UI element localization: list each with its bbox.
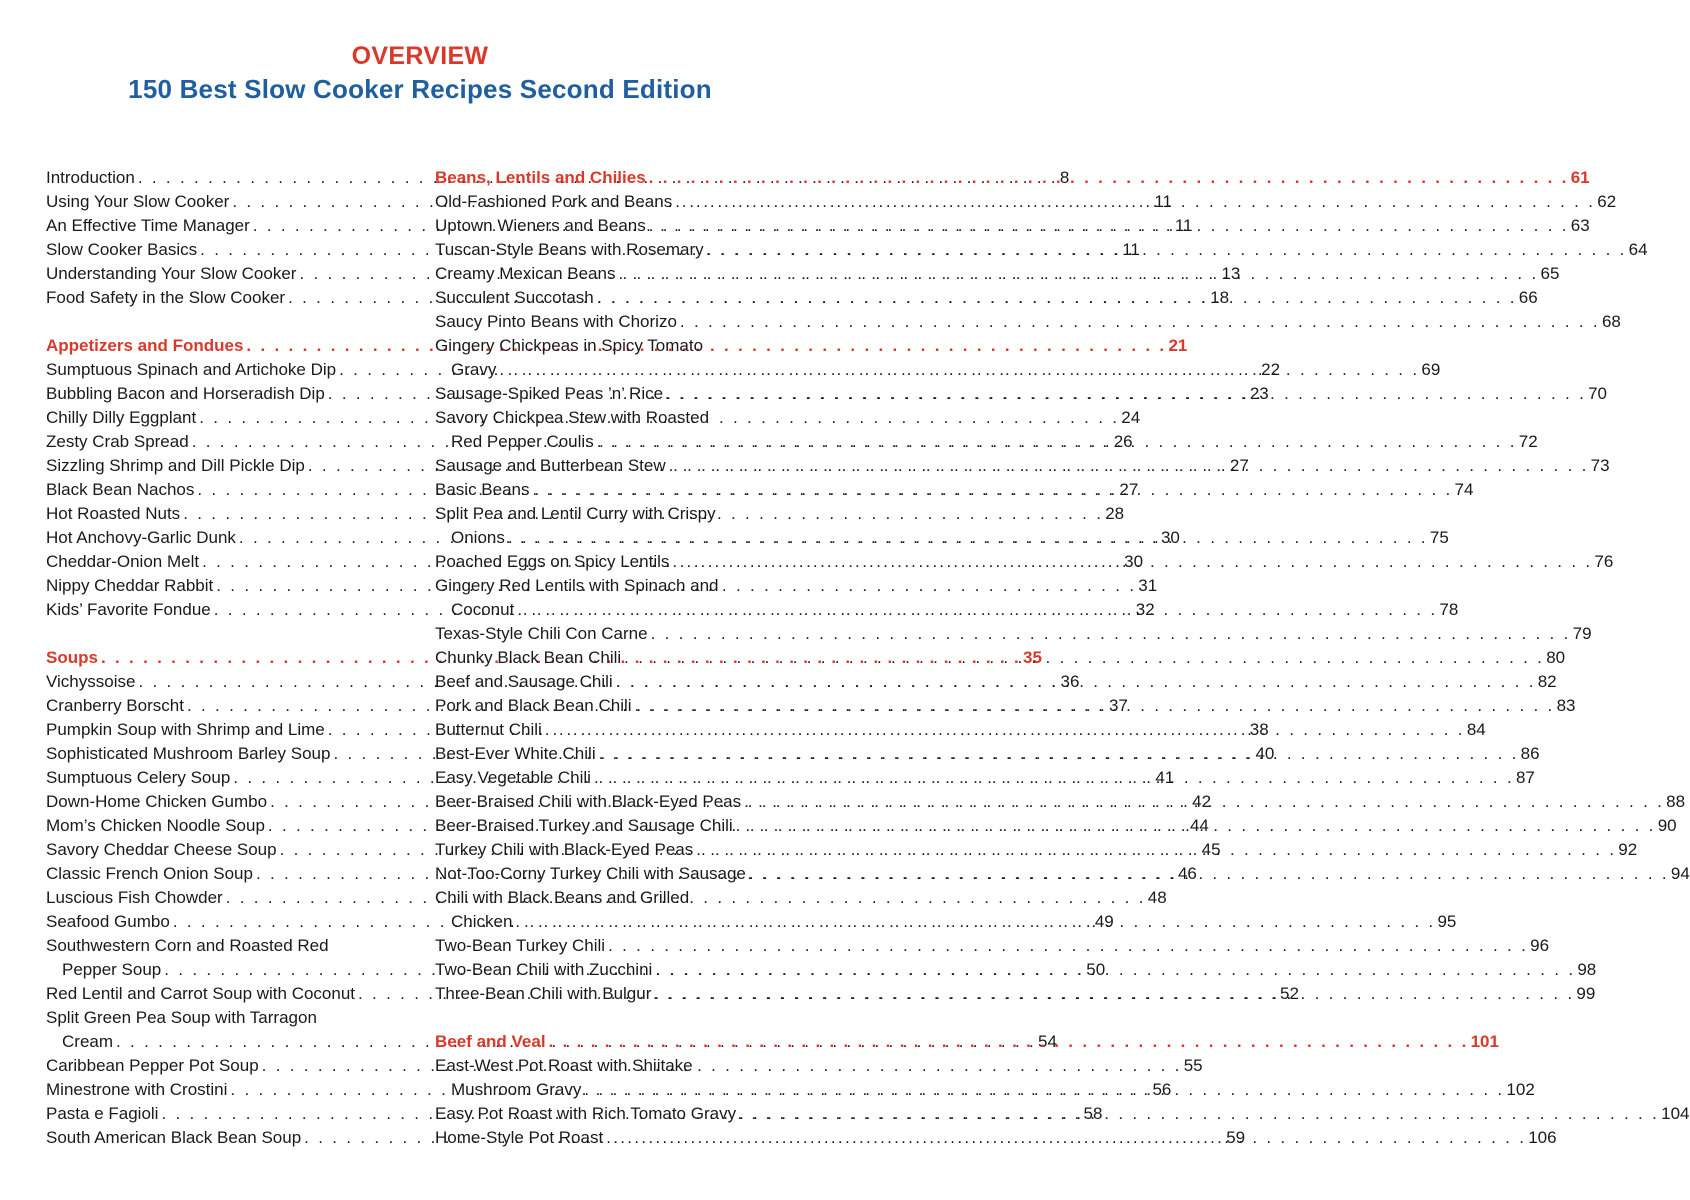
toc-entry-title: Hot Anchovy-Garlic Dunk — [46, 528, 236, 547]
toc-page-number: 56 — [1152, 1080, 1172, 1099]
toc-entry-first-line: Southwestern Corn and Roasted Red — [46, 936, 329, 955]
toc-entry-first-line: Savory Chickpea Stew with Roasted — [435, 408, 710, 427]
dot-leader — [515, 910, 1435, 934]
toc-page-number: 76 — [1594, 552, 1614, 571]
toc-entry-title: Chilly Dilly Eggplant — [46, 408, 197, 427]
toc-entry-title: Tuscan-Style Beans with Rosemary — [435, 240, 704, 259]
toc-entry-title: An Effective Time Manager — [46, 216, 250, 235]
dot-leader — [549, 1030, 1469, 1054]
toc-entry-title: South American Black Bean Soup — [46, 1128, 302, 1147]
toc-page-number: 96 — [1530, 936, 1550, 955]
toc-entry-title: Beer-Braised Chili with Black-Eyed Peas — [435, 792, 742, 811]
toc-page-number: 61 — [1570, 168, 1590, 187]
toc-page-number: 50 — [1086, 960, 1106, 979]
toc-entry-title: Texas-Style Chili Con Carne — [435, 624, 648, 643]
toc-page-number: 23 — [1249, 384, 1269, 403]
dot-leader — [616, 670, 1536, 694]
toc-entry-title: Coconut — [451, 600, 515, 619]
toc-page-number: 48 — [1147, 888, 1167, 907]
page-title: OVERVIEW — [351, 42, 489, 70]
toc-page-number: 8 — [1059, 168, 1070, 187]
toc-entry-title: Onions — [451, 528, 505, 547]
toc-entry-title: Sausage-Spiked Peas ’n’ Rice — [435, 384, 664, 403]
toc-page-number: 38 — [1249, 720, 1269, 739]
toc-page-number: 87 — [1515, 768, 1535, 787]
dot-leader — [606, 1126, 1526, 1150]
dot-leader — [599, 742, 1519, 766]
toc-entry-title: Hot Roasted Nuts — [46, 504, 181, 523]
dot-leader — [635, 694, 1555, 718]
toc-entry-title: Nippy Cheddar Rabbit — [46, 576, 214, 595]
toc-entry-title: Turkey Chili with Black-Eyed Peas — [435, 840, 694, 859]
toc-page-number: 84 — [1466, 720, 1486, 739]
toc-entry-title: Old-Fashioned Pork and Beans — [435, 192, 673, 211]
toc-entry-title: Mom’s Chicken Noodle Soup — [46, 816, 265, 835]
toc-entry-title: Classic French Onion Soup — [46, 864, 253, 883]
toc-entry-title: Food Safety in the Slow Cooker — [46, 288, 286, 307]
dot-leader — [669, 454, 1589, 478]
toc-entry-title: Pork and Black Bean Chili — [435, 696, 632, 715]
toc-entry-title: Two-Bean Turkey Chili — [435, 936, 606, 955]
toc-entry-title: Easy Vegetable Chili — [435, 768, 591, 787]
toc-page-number: 80 — [1546, 648, 1566, 667]
toc-page-number: 79 — [1572, 624, 1592, 643]
toc-page-number: 27 — [1229, 456, 1249, 475]
toc-entry-title: Minestrone with Crostini — [46, 1080, 228, 1099]
toc-entry-title: Sizzling Shrimp and Dill Pickle Dip — [46, 456, 305, 475]
toc-entry-first-line: Chili with Black Beans and Grilled — [435, 888, 690, 907]
toc-page-number: 27 — [1119, 480, 1139, 499]
toc-entry-title: Butternut Chili — [435, 720, 542, 739]
toc-entry-first-line: Gingery Chickpeas in Spicy Tomato — [435, 336, 704, 355]
toc-entry-title: Sumptuous Spinach and Artichoke Dip — [46, 360, 337, 379]
toc-page-number: 73 — [1590, 456, 1610, 475]
toc-page-number: 45 — [1201, 840, 1221, 859]
toc-page-number: 44 — [1189, 816, 1209, 835]
dot-leader — [517, 598, 1437, 622]
toc-page-number: 75 — [1429, 528, 1449, 547]
toc-page-number: 24 — [1121, 408, 1141, 427]
dot-leader — [649, 214, 1569, 238]
section-gap — [46, 622, 405, 646]
toc-entry-title: Cream — [62, 1032, 114, 1051]
toc-page-number: 95 — [1437, 912, 1457, 931]
toc-entry-title: Beans, Lentils and Chilies — [435, 168, 646, 187]
toc-entry-first-line: East-West Pot Roast with Shiitake — [435, 1056, 693, 1075]
dot-leader — [672, 550, 1592, 574]
toc-entry-title: Vichyssoise — [46, 672, 136, 691]
toc-page-number: 82 — [1537, 672, 1557, 691]
toc-entry-title: Understanding Your Slow Cooker — [46, 264, 297, 283]
toc-entry-title: Soups — [46, 648, 98, 667]
toc-page-number: 63 — [1570, 216, 1590, 235]
toc-page-number: 11 — [1154, 192, 1173, 211]
toc-page-number: 104 — [1661, 1104, 1690, 1123]
toc-page-number: 90 — [1657, 816, 1677, 835]
toc-page-number: 21 — [1168, 336, 1188, 355]
dot-leader — [594, 766, 1514, 790]
toc-page-number: 36 — [1060, 672, 1080, 691]
toc-entry[interactable] — [435, 310, 1621, 334]
toc-page-number: 52 — [1280, 984, 1299, 1003]
toc-page-number: 64 — [1628, 240, 1648, 259]
toc-entry-title: Succulent Succotash — [435, 288, 594, 307]
dot-leader — [675, 190, 1595, 214]
toc-entry-title: Basic Beans — [435, 480, 530, 499]
toc-page-number: 35 — [1022, 648, 1042, 667]
toc-entry-title: Pumpkin Soup with Shrimp and Lime — [46, 720, 325, 739]
toc-entry-title: Beef and Sausage Chili — [435, 672, 613, 691]
dot-leader — [545, 718, 1465, 742]
toc-entry[interactable] — [435, 934, 1550, 958]
toc-page-number: 26 — [1113, 432, 1133, 451]
toc-entry-title: Sumptuous Celery Soup — [46, 768, 231, 787]
toc-page-number: 32 — [1135, 600, 1155, 619]
toc-page-number: 106 — [1528, 1128, 1557, 1147]
toc-entry-title: Cheddar-Onion Melt — [46, 552, 200, 571]
toc-page-number: 62 — [1597, 192, 1617, 211]
toc-page-number: 98 — [1577, 960, 1597, 979]
book-title: 150 Best Slow Cooker Recipes Second Edition — [128, 74, 712, 104]
toc-page-number: 49 — [1094, 912, 1114, 931]
toc-page-number: 70 — [1588, 384, 1608, 403]
toc-entry-title: Pepper Soup — [62, 960, 162, 979]
toc-page-number: 99 — [1576, 984, 1596, 1003]
page-header — [0, 40, 840, 106]
toc-page-number: 59 — [1226, 1128, 1246, 1147]
toc-entry-title: Saucy Pinto Beans with Chorizo — [435, 312, 677, 331]
toc-page-number: 11 — [1174, 216, 1193, 235]
toc-entry-title: Mushroom Gravy — [451, 1080, 582, 1099]
toc-entry-first-line: Split Green Pea Soup with Tarragon — [46, 1008, 317, 1027]
toc-entry-title: Sophisticated Mushroom Barley Soup — [46, 744, 331, 763]
section-gap — [435, 1006, 794, 1030]
toc-entry-title: Red Lentil and Carrot Soup with Coconut — [46, 984, 356, 1003]
toc-entry-title: Black Bean Nachos — [46, 480, 195, 499]
toc-page-number: 102 — [1506, 1080, 1535, 1099]
toc-page-number: 65 — [1540, 264, 1560, 283]
toc-entry-title: Creamy Mexican Beans — [435, 264, 616, 283]
dot-leader — [654, 982, 1574, 1006]
toc-page-number: 46 — [1177, 864, 1197, 883]
toc-entry-title: Down-Home Chicken Gumbo — [46, 792, 268, 811]
toc-entry-title: Best-Ever White Chili — [435, 744, 596, 763]
toc-entry-title: Kids’ Favorite Fondue — [46, 600, 211, 619]
toc-entry-title: Not-Too-Corny Turkey Chili with Sausage — [435, 864, 746, 883]
toc-page-number: 13 — [1221, 264, 1241, 283]
dot-leader — [707, 238, 1627, 262]
toc-page-number: 37 — [1108, 696, 1128, 715]
dot-leader — [649, 166, 1569, 190]
toc-page-number: 101 — [1470, 1032, 1499, 1051]
toc-entry-title: Gravy — [451, 360, 497, 379]
dot-leader — [584, 1078, 1504, 1102]
dot-leader — [533, 478, 1453, 502]
toc-page-number: 42 — [1192, 792, 1212, 811]
toc-entry-title: Home-Style Pot Roast — [435, 1128, 604, 1147]
toc-section-heading[interactable] — [435, 166, 1590, 190]
toc-page-number: 86 — [1520, 744, 1540, 763]
toc-entry-title: Three-Bean Chili with Bulgur — [435, 984, 652, 1003]
toc-entry-title: Zesty Crab Spread — [46, 432, 189, 451]
toc-entry-first-line: Split Pea and Lentil Curry with Crispy — [435, 504, 716, 523]
toc-entry-title: Cranberry Borscht — [46, 696, 184, 715]
toc-entry-title: Appetizers and Fondues — [46, 336, 244, 355]
toc-entry-title: Chunky Black Bean Chili — [435, 648, 622, 667]
toc-page-number: 88 — [1666, 792, 1686, 811]
dot-leader — [618, 262, 1538, 286]
dot-leader — [624, 646, 1544, 670]
dot-leader — [744, 790, 1664, 814]
dot-leader — [597, 286, 1517, 310]
toc-page-number: 30 — [1160, 528, 1180, 547]
toc-entry-title: Caribbean Pepper Pot Soup — [46, 1056, 259, 1075]
toc-page-number: 30 — [1124, 552, 1144, 571]
dot-leader — [739, 1102, 1659, 1126]
toc-entry-title: Uptown Wieners and Beans — [435, 216, 646, 235]
toc-page-number: 74 — [1454, 480, 1474, 499]
dot-leader — [666, 382, 1586, 406]
toc-page-number: 28 — [1105, 504, 1125, 523]
toc-page-number: 68 — [1601, 312, 1621, 331]
toc-page-number: 11 — [1122, 240, 1140, 259]
toc-entry-title: Beer-Braised Turkey and Sausage Chili — [435, 816, 733, 835]
toc-entry-title: Red Pepper Coulis — [451, 432, 594, 451]
toc-page-number: 31 — [1138, 576, 1158, 595]
toc-page-number: 22 — [1261, 360, 1281, 379]
toc-page-number: 78 — [1439, 600, 1459, 619]
toc-page-number: 58 — [1083, 1104, 1103, 1123]
toc-entry-title: Slow Cooker Basics — [46, 240, 198, 259]
toc-page-number: 72 — [1518, 432, 1538, 451]
toc-entry-title: Easy Pot Roast with Rich Tomato Gravy — [435, 1104, 737, 1123]
toc-entry-title: Introduction — [46, 168, 135, 187]
toc-entry-title: Beef and Veal — [435, 1032, 546, 1051]
toc-page-number: 69 — [1421, 360, 1441, 379]
dot-leader — [736, 814, 1656, 838]
dot-leader — [696, 838, 1616, 862]
toc-page-number: 92 — [1618, 840, 1638, 859]
toc-entry-title: Seafood Gumbo — [46, 912, 170, 931]
toc-entry-title: Chicken — [451, 912, 513, 931]
toc-entry-first-line: Gingery Red Lentils with Spinach and — [435, 576, 719, 595]
toc-page-number: 94 — [1670, 864, 1690, 883]
dot-leader — [597, 430, 1517, 454]
dot-leader — [655, 958, 1575, 982]
toc-entry-title: Bubbling Bacon and Horseradish Dip — [46, 384, 325, 403]
toc-entry-title: Savory Cheddar Cheese Soup — [46, 840, 277, 859]
toc-entry-title: Sausage and Butterbean Stew — [435, 456, 666, 475]
dot-leader — [680, 310, 1600, 334]
toc-page-number: 83 — [1556, 696, 1576, 715]
toc-entry-title: Luscious Fish Chowder — [46, 888, 223, 907]
toc-page-number: 41 — [1155, 768, 1175, 787]
dot-leader — [651, 622, 1571, 646]
toc-page-number: 18 — [1210, 288, 1230, 307]
toc-page-number: 54 — [1038, 1032, 1057, 1051]
dot-leader — [499, 358, 1419, 382]
section-gap — [46, 310, 405, 334]
toc-page-number: 55 — [1183, 1056, 1203, 1075]
toc-entry-title: Using Your Slow Cooker — [46, 192, 230, 211]
toc-page-number: 66 — [1518, 288, 1538, 307]
toc-entry-title: Two-Bean Chili with Zucchini — [435, 960, 653, 979]
toc-entry[interactable] — [435, 622, 1592, 646]
toc-entry-title: Pasta e Fagioli — [46, 1104, 159, 1123]
dot-leader — [608, 934, 1528, 958]
dot-leader — [749, 862, 1669, 886]
toc-entry-title: Poached Eggs on Spicy Lentils — [435, 552, 670, 571]
toc-page-number: 40 — [1255, 744, 1275, 763]
dot-leader — [508, 526, 1428, 550]
